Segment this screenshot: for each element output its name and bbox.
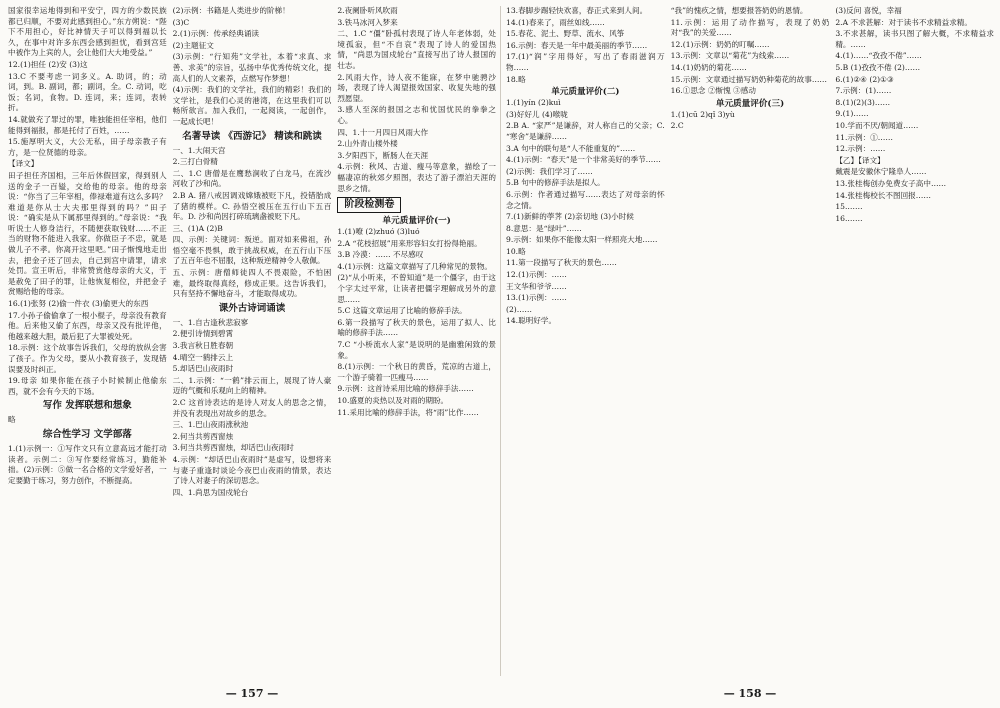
text-line: 11.采用比喻的修辞手法，将“雨”比作……	[337, 407, 479, 417]
text-line: 16.(1)张努 (2)偷一件衣 (3)偷更大的东西	[8, 299, 149, 309]
text-line: 5.B (1)孜孜不倦 (2)……	[835, 62, 921, 72]
text-line: 1.(1)示例一：①写作文只有立意高远才能打动读者。示例二：③写作要经常练习，勤能补拙。(2)示例：⑤做一名合格的文学爱好者，一定要勤于练习，努力创作，不断提高。	[8, 443, 167, 485]
text-line: 8.(1)(2)(3)……	[835, 97, 891, 107]
text-line: 14.(1)奶奶的菊花……	[670, 62, 747, 72]
text-line: (3)示例：“行知苑”文学社，本着“求真、求善、求美”的宗旨，弘扬中华优秀传统文化，提高人们的人文素养，点燃写作梦想！	[172, 52, 332, 83]
text-line: 2.B A. 猪八戒因调戏嫦娥被贬下凡，投错胎成了猪的模样。C. 孙悟空被压在五行山下五百年。D. 沙和尚因打碎琉璃盏被贬下凡。	[172, 190, 332, 222]
text-line: 13.C 不要考虑一词多义。A. 助词，的；动词，到。B. 副词，都；副词，全。C. 动词，吃饭；名词，食物。D. 连词，来；连词，表转折。	[8, 71, 167, 113]
text-line: “我”的愧疚之情，想要报答奶奶的恩情。	[670, 6, 808, 15]
text-line: 三、1.巴山夜雨涨秋池	[172, 420, 249, 430]
text-line: 4.(1)示例：“春天”是一个非常美好的季节……	[506, 155, 661, 165]
text-line: 4.示例：秋风、古道、瘦马等意象，描绘了一幅凄凉的秋郊夕照图，表达了游子漂泊天涯的思乡之情。	[337, 162, 496, 193]
text-line: 二、1.C 唐僧是在鹰愁涧收了白龙马，在流沙河收了沙和尚。	[172, 168, 332, 189]
text-line: 12.(1)担任 (2)安 (3)这	[8, 59, 88, 69]
text-line: 14.(1)春来了，雨丝如线……	[506, 17, 605, 27]
text-line: 二、1.C “僵”卧孤村表现了诗人年老体弱，处境孤寂，但“不自哀”表现了诗人的爱国热情，“尚思为国戍轮台”直接写出了诗人报国的壮志。	[337, 29, 496, 70]
text-line: 13.张桂梅创办免费女子高中……	[835, 178, 947, 188]
text-line: 五、示例：唐僧师徒四人不畏艰险，不怕困难，最终取得真经，修成正果。这告诉我们，只有坚持不懈地奋斗，才能取得成功。	[172, 268, 332, 299]
text-line: 19.母亲 如果你能在孩子小时候制止他偷东西，就不会有今天的下场。	[8, 376, 167, 396]
text-line: 14.聪明好学。	[506, 316, 557, 326]
text-line: 5.C 这篇文章运用了比喻的修辞手法。	[337, 306, 467, 316]
text-line: 2.夜阑卧听风吹雨	[337, 6, 398, 15]
unit-heading: 单元质量评价(二)	[551, 87, 620, 98]
page-number: — 158 —	[723, 687, 777, 700]
text-line: 11.第一段描写了秋天的景色……	[506, 258, 617, 268]
text-line: 8.(1)示例：一个秋日的黄昏，荒凉的古道上，一个游子骑着一匹瘦马……	[337, 362, 496, 382]
text-line: 3.铁马冰河入梦来	[337, 17, 398, 27]
text-line: 9.示例：这首诗采用比喻的修辞手法……	[337, 384, 474, 394]
text-line: 3.A 句中的联句是“人不能重复的”……	[506, 143, 636, 153]
text-line: 13.(1)示例：……	[506, 293, 567, 303]
text-line: 2.A “花枝招展”用来形容妇女打扮得艳丽。	[337, 238, 482, 248]
text-line: 二、1.示例：“一鹤”排云而上，展现了诗人豪迈的气概和乐观向上的精神。	[172, 375, 332, 396]
text-line: 3.B 冷漠：…… 不尽感叹	[337, 250, 424, 260]
text-line: 1.(1)cū 2)qǐ 3)yù	[670, 109, 735, 119]
section-heading: 名著导读 《西游记》 精读和跳读	[182, 130, 322, 142]
text-line: 【译文】	[8, 159, 39, 169]
text-line: 2.何当共剪西窗烛	[172, 431, 234, 441]
text-line: 7.(1)新鲜的荸荠 (2)亲切地 (3)小时候	[506, 212, 634, 222]
text-line: 2.便引诗情到碧霄	[172, 329, 234, 339]
text-line: 11.示例：运用了动作描写，表现了奶奶对“我”的关爱……	[670, 17, 830, 38]
text-line: (3)好好儿 (4)喉咙	[506, 109, 568, 119]
text-line: 15.……	[835, 202, 863, 212]
text-line: 1.(1)yín (2)kuì	[506, 98, 561, 108]
text-line: 15.施厚明大义，大公无私，田子母亲教子有方，是一位贤德的母亲。	[8, 137, 167, 157]
text-line: (3)C	[172, 17, 190, 27]
unit-heading: 单元质量评价(三)	[715, 98, 785, 109]
text-line: 9.示例：如果你不能像太阳一样照亮大地……	[506, 235, 658, 245]
text-line: 16.①思念 ②惭愧 ③感动	[670, 86, 756, 96]
text-line: 4.示例：“却话巴山夜雨时”是虚写，设想将来与妻子重逢时谈论今夜巴山夜雨的情景，表达了诗人对妻子的深切思念。	[172, 454, 332, 486]
text-line: 4.(1)示例：这篇文章描写了几种常见的景物。	[337, 261, 493, 271]
text-line: 10.学而不厌/朝闻道……	[835, 120, 919, 130]
text-line: 12.(1)示例：……	[506, 270, 567, 280]
text-line: 4.(1)……“孜孜不倦”……	[835, 51, 922, 61]
left-col-1	[8, 6, 167, 678]
page-divider	[500, 6, 501, 676]
text-line: 14.张桂梅校长不图回报……	[835, 190, 931, 200]
text-line: 1.(1)嘹 (2)zhuó (3)luó	[337, 227, 420, 237]
text-line: 17.(1)“润”字用得好，写出了春雨滋润万物……	[506, 52, 665, 72]
section-heading: 写作 发挥联想和想象	[42, 400, 132, 412]
right-col-2	[671, 6, 830, 678]
page-number: — 157 —	[225, 687, 279, 700]
unit-heading: 单元质量评价(一)	[382, 216, 451, 227]
text-line: 12.(1)示例：奶奶的叮嘱……	[670, 39, 770, 49]
text-line: 10.盛夏的炎热以及对雨的期盼。	[337, 396, 449, 405]
right-col-3	[835, 6, 994, 678]
text-line: 6.示例：作者通过描写……表达了对母亲的怀念之情。	[506, 189, 665, 210]
text-line: 田子担任齐国相，三年后休假回家，得到别人送的金子一百镒，交给他的母亲。他的母亲说：“你当了三年宰相，俸禄难道有这么多吗？难道是你从士大夫那里得到的吗？”田子说：“确实是从下属那里得到的。”母亲说：“我听说士人修身洁行，不随便获取钱财……不正当的财物不能进入我家。你做臣子不忠，就是做儿子不孝。你离开这里吧。”田子惭愧地走出去，把金子还了回去，自己到宫中请罪，请求处罚。宣王听后，非常赞赏他母亲的大义，于是赦免了田子的罪，让他恢复相位，并把金子赏赐给他的母亲。	[8, 170, 167, 297]
text-line: 13.春脚步踢轻快欢喜，春正式来到人间。	[506, 6, 648, 15]
text-line: (2)“从小听来，不曾知道”是一个僵字，由于这个字太过平常，让读者把僵字理解成另外的意思……	[337, 273, 496, 304]
text-line: 国家很幸运地得到和平安宁，四方的少数民族都已归顺，不要对此感到担心。”东方朔说：“陛下不用担心，好比神情天子可以得到福以长久，在事中对许多东西会感到担忧，看到宫廷中被作为上宾的人，会让他们大大地受益。”	[8, 6, 167, 58]
text-line: 2.B A. “家严”是谦辞，对人称自己的父亲；C. “寒舍”是谦辞……	[506, 121, 665, 141]
text-line: 3.夕阳西下，断肠人在天涯	[337, 150, 429, 160]
text-line: 16.……	[835, 213, 863, 223]
text-line: 四、1.十一月四日风雨大作	[337, 127, 429, 137]
text-line: 18.略	[506, 74, 526, 84]
text-line: 四、1.尚思为国戍轮台	[172, 487, 249, 497]
text-line: 3.我言秋日胜春朝	[172, 341, 234, 351]
text-line: 16.示例：春天是一年中最美丽的季节……	[506, 40, 648, 50]
text-line: 3.感人至深的报国之志和忧国忧民的拳拳之心。	[337, 105, 496, 125]
text-line: 9.(1)……	[835, 109, 869, 119]
text-line: 15.示例：文章通过描写奶奶种菊花的故事……	[670, 74, 828, 84]
text-line: (3)反问 喜悦，幸福	[835, 6, 902, 15]
banner-wrap	[337, 195, 496, 215]
text-line: 15.春花、泥土、野草、流水、风筝	[506, 29, 625, 39]
page-158	[506, 6, 994, 702]
text-line: 3.不求甚解，读书只图了解大概，不求精益求精。……	[835, 29, 994, 49]
text-line: 2.山外青山楼外楼	[337, 139, 398, 149]
text-line: 14.就做充了罪过的罪，唯独能担任宰相，他们能得到福报，都是托付了百姓，……	[8, 114, 167, 135]
text-line: 8.意思：是“绿叶”……	[506, 223, 582, 233]
text-line: 戴震是安徽休宁隆阜人……	[835, 167, 927, 177]
text-line: 3.何当共剪西窗烛，却话巴山夜雨时	[172, 443, 294, 453]
right-col-1	[506, 6, 665, 678]
text-line: 2.C 这首诗表达的是诗人对友人的思念之情，并没有表现出对故乡的思念。	[172, 398, 332, 418]
text-line: 2.风雨大作，诗人夜不能寐，在梦中驰骋沙场，表现了诗人渴望报效国家、收复失地的强烈愿望。	[337, 72, 496, 103]
text-line: 11.示例：①……	[835, 132, 893, 142]
left-col-3	[337, 6, 496, 678]
text-line: (4)示例：我们的文学社，我们的精彩！我们的文学社，是我们心灵的港湾，在这里我们可以畅所欲言。加入我们，一起阅读，一起创作，一起成长吧！	[172, 85, 332, 126]
text-line: 王文华和爷爷……	[506, 281, 567, 291]
section-heading: 课外古诗词诵读	[218, 302, 286, 314]
text-line: 2.C	[670, 121, 684, 131]
text-line: 2.A 不求甚解：对于读书不求精益求精。	[835, 17, 972, 27]
text-line: 18.示例：这个故事告诉我们，父母的放纵会害了孩子。作为父母，要从小教育孩子，发现错误要及时纠正。	[8, 343, 167, 374]
text-line: (2)主题征文	[172, 40, 214, 50]
text-line: 【乙】【译文】	[835, 155, 885, 165]
text-line: 略	[8, 415, 16, 425]
text-line: 7.示例：(1)……	[835, 86, 892, 96]
text-line: 4.晴空一鹤排云上	[172, 352, 234, 362]
text-line: 四、示例：关键词：叛逆。面对如来佛祖，孙悟空毫不畏惧，敢于挑战权威，在五行山下压了五百年也不屈服，这种叛逆精神令人敬佩。	[172, 235, 332, 266]
text-line: 2.(1)示例：传承经典诵读	[172, 29, 260, 39]
text-line: 10.略	[506, 246, 526, 256]
text-line: 三、(1)A (2)B	[172, 223, 223, 233]
left-col-2	[173, 6, 332, 678]
text-line: 6.(1)②④ (2)①③	[835, 74, 894, 84]
text-line: 13.示例：文章以“菊花”为线索……	[670, 51, 790, 61]
text-line: 5.B 句中的修辞手法是拟人。	[506, 178, 605, 188]
text-line: 6.第一段描写了秋天的景色，运用了拟人、比喻的修辞手法……	[337, 317, 496, 338]
text-line: 5.却话巴山夜雨时	[172, 364, 234, 374]
text-line: 17.小孙子偷偷拿了一根小棍子，母亲没有教育他。后来他又偷了东西，母亲又没有批评他，他越来越大胆，最后犯了大罪被处死。	[8, 310, 167, 341]
text-line: 一、1.大闹天宫	[172, 145, 226, 155]
text-line: (2)……	[506, 304, 532, 314]
text-line: 12.示例：……	[835, 144, 886, 154]
text-line: (2)示例：书籍是人类进步的阶梯！	[172, 6, 290, 15]
stage-test-banner: 阶段检测卷	[337, 197, 401, 213]
page-157	[8, 6, 496, 702]
text-line: 一、1.自古逢秋悲寂寥	[172, 317, 249, 327]
text-line: 2.三打白骨精	[172, 157, 218, 167]
text-line: 7.C “小桥流水人家”是说明的是幽雅闲致的景象。	[337, 340, 496, 360]
section-heading: 综合性学习 文学部落	[42, 428, 132, 440]
text-line: (2)示例：我们学习了……	[506, 166, 593, 176]
